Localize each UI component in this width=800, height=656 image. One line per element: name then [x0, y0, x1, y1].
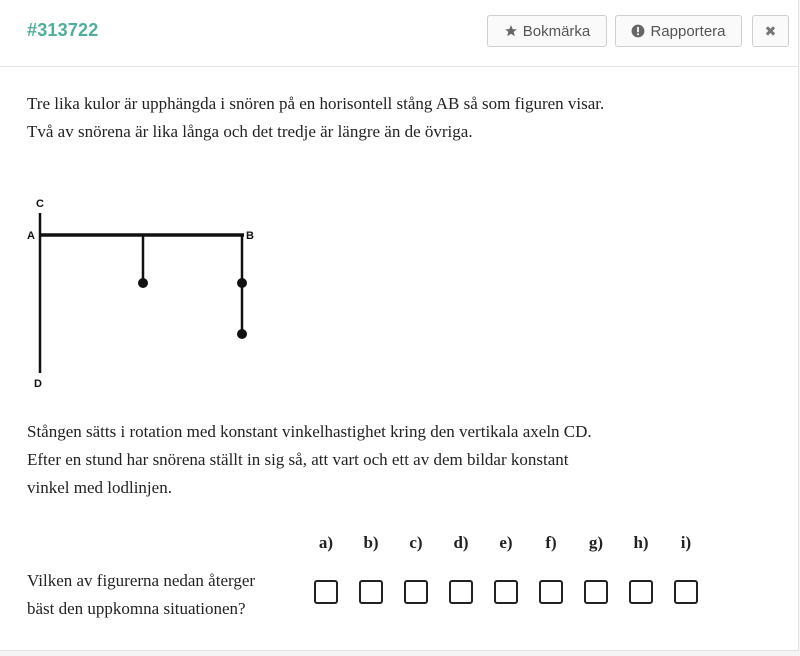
star-icon — [504, 24, 518, 38]
intro-line-2: Två av snörena är lika långa och det tredje är längre än de övriga. — [27, 122, 473, 141]
report-button[interactable] — [615, 15, 742, 47]
option-checkbox-g[interactable] — [584, 580, 608, 604]
exclamation-circle-icon — [631, 24, 645, 38]
question-line-2: bäst den uppkomna situationen? — [27, 599, 246, 618]
option-label-d: d) — [453, 533, 469, 552]
description-line-2: Efter en stund har snörena ställt in sig så, att vart och ett av dem bildar konstant — [27, 450, 569, 469]
bookmark-button[interactable] — [487, 15, 607, 47]
option-checkbox-b[interactable] — [359, 580, 383, 604]
option-label-e: e) — [499, 533, 513, 552]
header-divider — [0, 66, 798, 67]
label-a: A — [27, 230, 35, 242]
description-line-1: Stången sätts i rotation med konstant vinkelhastighet kring den vertikala axeln CD. — [27, 422, 592, 441]
option-label-f: f) — [545, 533, 557, 552]
option-checkbox-a[interactable] — [314, 580, 338, 604]
option-label-c: c) — [409, 533, 423, 552]
option-checkbox-d[interactable] — [449, 580, 473, 604]
ball-end-lower — [237, 329, 247, 339]
option-label-g: g) — [588, 533, 604, 552]
close-button[interactable] — [752, 15, 789, 47]
option-label-a: a) — [318, 533, 334, 552]
option-checkbox-c[interactable] — [404, 580, 428, 604]
option-label-i: i) — [680, 533, 692, 552]
intro-text — [27, 90, 604, 146]
option-label-h: h) — [633, 533, 649, 552]
label-c: C — [36, 198, 44, 210]
report-label: Rapportera — [650, 22, 726, 40]
description-text — [27, 418, 592, 502]
close-icon: ✖ — [764, 22, 777, 39]
label-b: B — [246, 230, 254, 242]
option-checkbox-i[interactable] — [674, 580, 698, 604]
option-label-b: b) — [363, 533, 379, 552]
intro-line-1: Tre lika kulor är upphängda i snören på en horisontell stång AB så som figuren visar. — [27, 94, 605, 113]
option-checkbox-h[interactable] — [629, 580, 653, 604]
bookmark-label: Bokmärka — [522, 22, 591, 40]
question-line-1: Vilken av figurerna nedan återger — [27, 571, 256, 590]
ball-middle — [138, 278, 148, 288]
option-checkbox-f[interactable] — [539, 580, 563, 604]
pendulum-figure — [20, 195, 270, 395]
ball-end-upper — [237, 278, 247, 288]
description-line-3: vinkel med lodlinjen. — [27, 478, 172, 497]
label-d: D — [34, 378, 42, 390]
question-text — [27, 567, 255, 623]
option-checkbox-e[interactable] — [494, 580, 518, 604]
problem-id: #313722 — [27, 20, 99, 40]
